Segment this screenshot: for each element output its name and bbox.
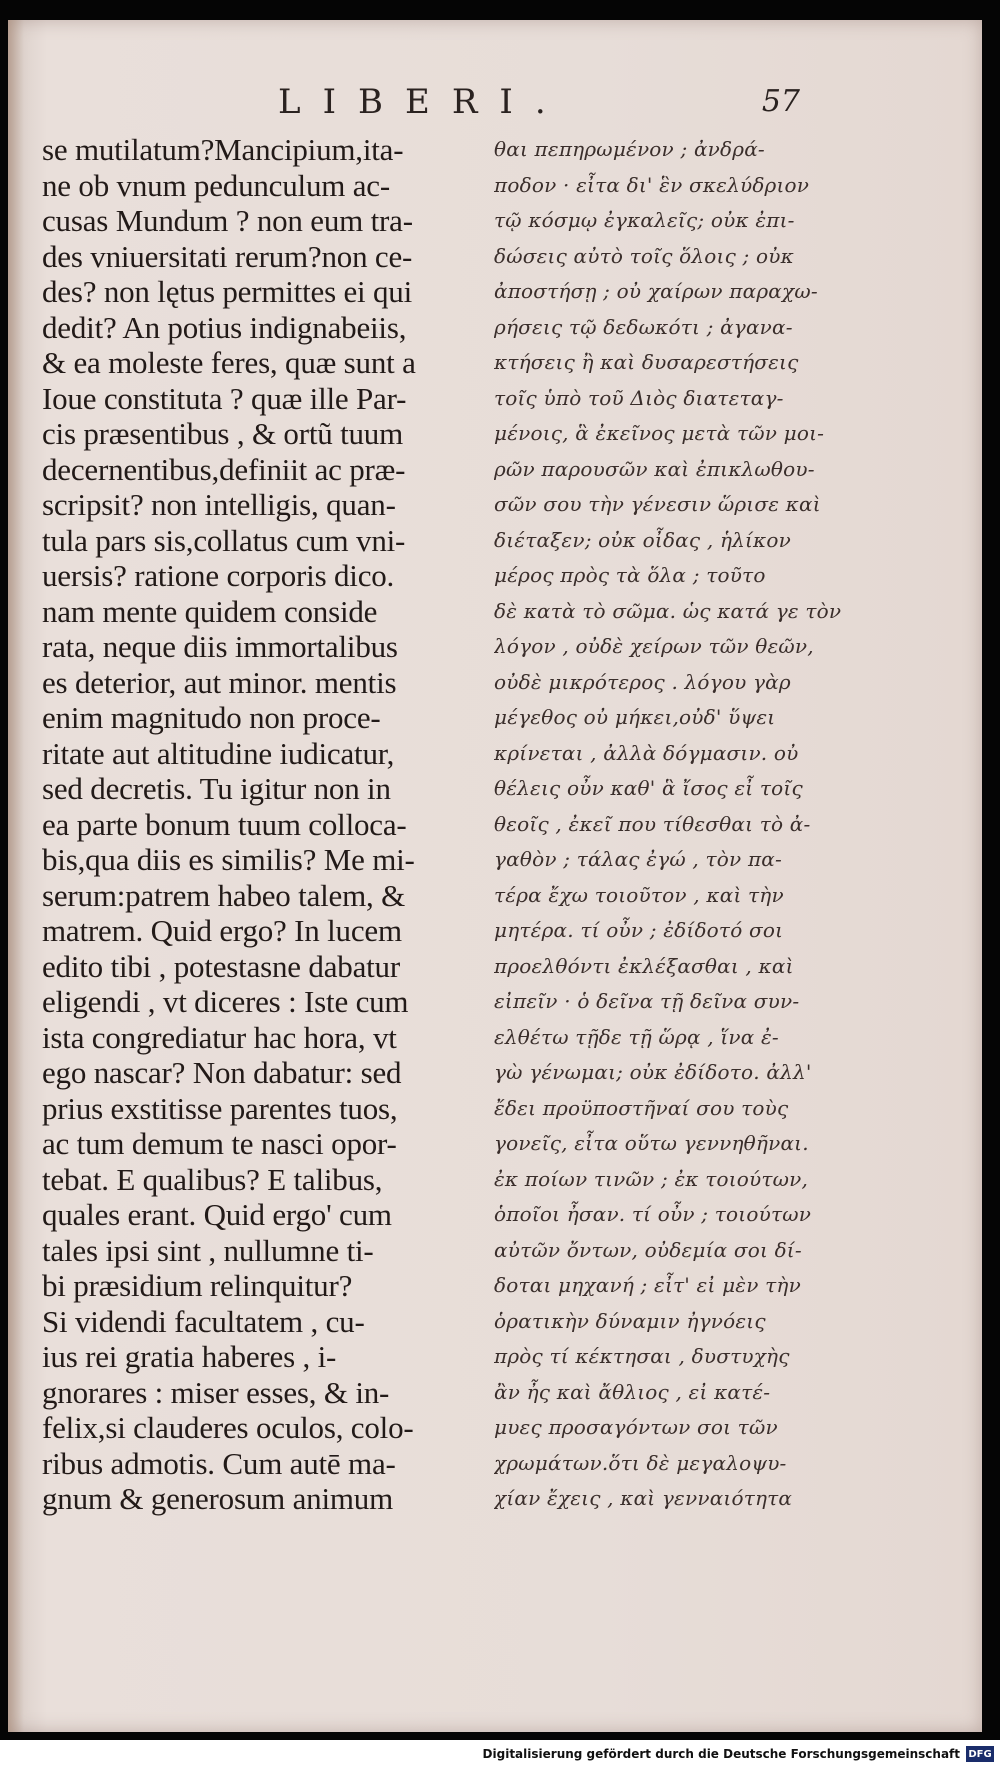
latin-text-line: ego nascar? Non dabatur: sed: [42, 1055, 402, 1090]
latin-text-line: dedit? An potius indignabeiis,: [42, 309, 407, 345]
greek-text-line: γὼ γένωμαι; οὐκ ἐδίδοτο. ἀλλ': [494, 1060, 812, 1084]
greek-text-line: τέρα ἔχω τοιοῦτον , καὶ τὴν: [494, 882, 784, 907]
greek-text-line: ὁποῖοι ἦσαν. τί οὖν ; τοιούτων: [494, 1202, 812, 1226]
greek-text-line: θέλεις οὖν καθ' ἃ ἴσος εἶ τοῖς: [494, 776, 803, 800]
greek-text-line: ἐκ ποίων τινῶν ; ἐκ τοιούτων,: [494, 1166, 809, 1191]
greek-column: [494, 132, 849, 1517]
latin-text-line: quales erant. Quid ergo' cum: [42, 1197, 392, 1232]
greek-text-line: μυες προσαγόντων σοι τῶν: [494, 1415, 778, 1439]
greek-text-line: δοται μηχανή ; εἶτ' εἰ μὲν τὴν: [494, 1273, 801, 1297]
greek-text-line: ρῶν παρουσῶν καὶ ἐπικλωθου-: [494, 456, 815, 481]
greek-text-line: θαι πεπηρωμένον ; ἀνδρά-: [494, 137, 765, 161]
latin-text-line: felix,si clauderes oculos, colo-: [42, 1410, 414, 1445]
latin-column: [42, 132, 492, 1517]
latin-text-line: se mutilatum?Mancipium,ita-: [42, 132, 404, 167]
latin-text-line: ea parte bonum tuum colloca-: [42, 806, 407, 842]
latin-text-line: matrem. Quid ergo? In lucem: [42, 913, 402, 948]
greek-text-line: ἂν ἦς καὶ ἄθλιος , εἰ κατέ-: [494, 1379, 771, 1404]
latin-text-line: ribus admotis. Cum autē ma-: [42, 1445, 396, 1481]
greek-text-line: μητέρα. τί οὖν ; ἐδίδοτό σοι: [494, 918, 784, 942]
greek-text-line: μέγεθος οὐ μήκει,οὐδ' ὕψει: [494, 705, 776, 729]
greek-text-line: ποδον · εἶτα δι' ἓν σκελύδριον: [494, 172, 810, 197]
latin-text-line: eligendi , vt diceres : Iste cum: [42, 984, 409, 1019]
latin-text-line: des vniuersitati rerum?non ce-: [42, 238, 413, 274]
greek-text-line: αὐτῶν ὄντων, οὐδεμία σοι δί-: [494, 1237, 802, 1262]
latin-text-line: ne ob vnum pedunculum ac-: [42, 167, 390, 203]
greek-text-line: δὲ κατὰ τὸ σῶμα. ὡς κατά γε τὸν: [494, 598, 842, 623]
latin-text-line: Si videndi facultatem , cu-: [42, 1303, 365, 1339]
latin-text-line: & ea moleste feres, quæ sunt a: [42, 345, 416, 380]
greek-text-line: ὁρατικὴν δύναμιν ἠγνόεις: [494, 1308, 766, 1333]
latin-text-line: des? non lętus permittes ei qui: [42, 274, 413, 309]
latin-text-line: edito tibi , potestasne dabatur: [42, 948, 400, 984]
page-number: 57: [761, 84, 800, 119]
greek-text-line: πρὸς τί κέκτησαι , δυστυχὴς: [494, 1344, 790, 1368]
greek-text-line: γαθὸν ; τάλας ἐγώ , τὸν πα-: [494, 847, 782, 871]
greek-text-line: μέρος πρὸς τὰ ὅλα ; τοῦτο: [494, 563, 766, 587]
greek-text-line: εἰπεῖν · ὁ δεῖνα τῇ δεῖνα συν-: [494, 989, 800, 1013]
latin-text-line: tula pars sis,collatus cum vni-: [42, 522, 406, 558]
latin-text-line: enim magnitudo non proce-: [42, 700, 381, 735]
latin-text-line: ius rei gratia haberes , i-: [42, 1339, 337, 1374]
latin-text-line: gnorares : miser esses, & in-: [42, 1374, 390, 1410]
latin-text-line: bi præsidium relinquitur?: [42, 1268, 353, 1303]
greek-text-line: προελθόντι ἐκλέξασθαι , καὶ: [494, 953, 794, 978]
latin-text-line: ista congrediatur hac hora, vt: [42, 1019, 397, 1055]
latin-text-line: prius exstitisse parentes tuos,: [42, 1090, 398, 1126]
latin-text-line: ac tum demum te nasci opor-: [42, 1126, 397, 1161]
greek-text-line: κτήσεις ἢ καὶ δυσαρεστήσεις: [494, 350, 799, 374]
latin-text-line: sed decretis. Tu igitur non in: [42, 771, 391, 806]
latin-text-line: decernentibus,definiit ac præ-: [42, 451, 406, 487]
latin-text-line: cusas Mundum ? non eum tra-: [42, 203, 413, 238]
dfg-logo-icon: DFG: [966, 1746, 994, 1762]
greek-text-line: χίαν ἔχεις , καὶ γενναιότητα: [494, 1486, 793, 1510]
latin-text-line: serum:patrem habeo talem, &: [42, 877, 406, 913]
book-page: [8, 20, 982, 1732]
latin-text-line: bis,qua diis es similis? Me mi-: [42, 842, 415, 877]
greek-text-line: γονεῖς, εἶτα οὕτω γεννηθῆναι.: [494, 1131, 809, 1155]
latin-text-line: gnum & generosum animum: [42, 1481, 393, 1516]
digitization-footer: [0, 1740, 1000, 1770]
greek-text-line: χρωμάτων.ὅτι δὲ μεγαλοψυ-: [494, 1450, 787, 1475]
greek-text-line: διέταξεν; οὐκ οἶδας , ἡλίκον: [494, 527, 791, 552]
greek-text-line: κρίνεται , ἀλλὰ δόγμασιν. οὐ: [494, 740, 799, 765]
latin-text-line: tebat. E qualibus? E talibus,: [42, 1161, 383, 1197]
greek-text-line: μένοις, ἃ ἐκεῖνος μετὰ τῶν μοι-: [494, 421, 825, 445]
greek-text-line: ἔδει προϋποστῆναί σου τοὺς: [494, 1095, 789, 1120]
latin-text-line: Ioue constituta ? quæ ille Par-: [42, 380, 407, 416]
greek-text-line: ελθέτω τῇδε τῇ ὥρᾳ , ἵνα ἐ-: [494, 1024, 779, 1049]
latin-text-line: ritate aut altitudine iudicatur,: [42, 735, 395, 771]
greek-text-line: ἀποστήσῃ ; οὐ χαίρων παραχω-: [494, 279, 818, 303]
latin-text-line: es deterior, aut minor. mentis: [42, 664, 397, 700]
greek-text-line: τοῖς ὑπὸ τοῦ Διὸς διατεταγ-: [494, 385, 784, 410]
greek-text-line: οὐδὲ μικρότερος . λόγου γὰρ: [494, 669, 791, 694]
latin-text-line: scripsit? non intelligis, quan-: [42, 487, 396, 522]
greek-text-line: ρήσεις τῷ δεδωκότι ; ἀγανα-: [494, 314, 793, 339]
greek-text-line: λόγον , οὐδὲ χείρων τῶν θεῶν,: [494, 634, 814, 658]
latin-text-line: cis præsentibus , & ortũ tuum: [42, 416, 404, 451]
greek-text-line: σῶν σου τὴν γένεσιν ὥρισε καὶ: [494, 492, 821, 516]
greek-text-line: δώσεις αὐτὸ τοῖς ὅλοις ; οὐκ: [494, 243, 794, 268]
running-head: LIBERI.: [278, 82, 568, 122]
funding-credit: Digitalisierung gefördert durch die Deutsche Forschungsgemeinschaft: [482, 1747, 960, 1761]
latin-text-line: rata, neque diis immortalibus: [42, 629, 398, 664]
latin-text-line: tales ipsi sint , nullumne ti-: [42, 1232, 374, 1268]
greek-text-line: θεοῖς , ἐκεῖ που τίθεσθαι τὸ ἀ-: [494, 811, 811, 836]
latin-text-line: nam mente quidem conside: [42, 593, 378, 629]
greek-text-line: τῷ κόσμῳ ἐγκαλεῖς; οὐκ ἐπι-: [494, 208, 795, 232]
latin-text-line: uersis? ratione corporis dico.: [42, 558, 395, 593]
